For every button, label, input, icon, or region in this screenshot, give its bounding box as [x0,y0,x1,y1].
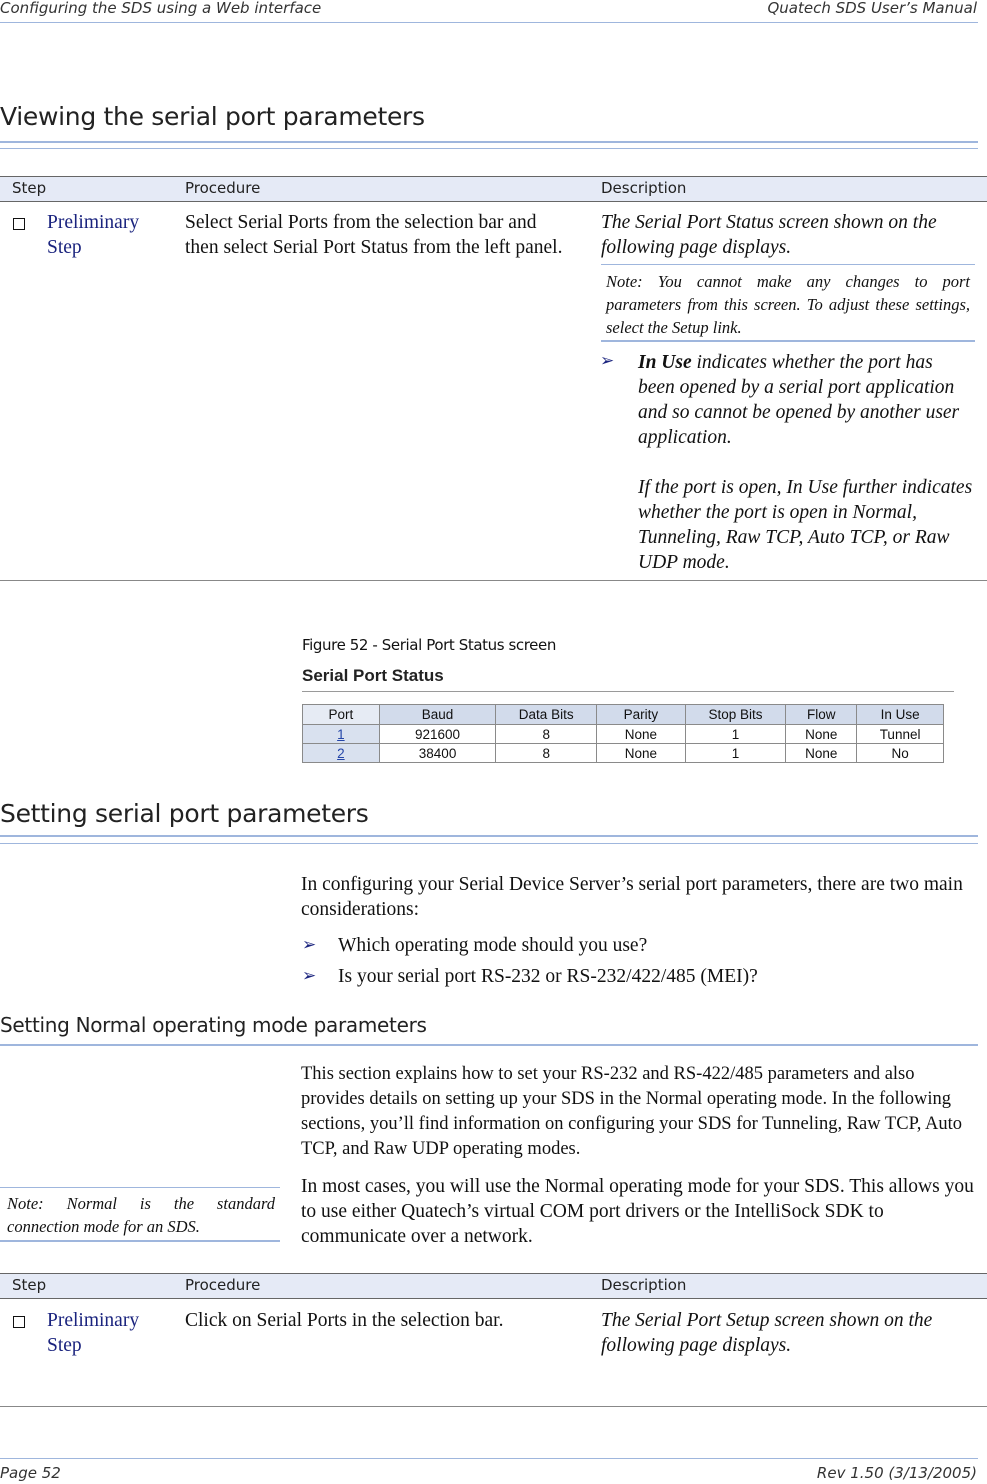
table-bottom-rule [0,1406,987,1407]
consideration-item: Is your serial port RS-232 or RS-232/422/485 (MEI)? [338,966,758,987]
checkbox-icon [13,218,25,230]
table-cell: Tunnel [857,725,944,744]
table-cell: None [786,744,857,763]
col-description: Description [601,1276,687,1294]
th-port: Port [303,705,380,725]
side-note-rule [0,1240,280,1242]
table-cell: 921600 [379,725,496,744]
port-cell [303,725,380,744]
section-rule [0,1044,978,1046]
step-label: Preliminary Step [47,1310,140,1356]
running-header-right: Quatech SDS User’s Manual [767,0,977,17]
th-in-use: In Use [857,705,944,725]
port-link[interactable]: 2 [337,745,345,761]
table-bottom-rule [0,580,987,581]
side-note: Note: Normal is the standard connection mode for an SDS. [7,1194,275,1236]
procedure-text: Select Serial Ports from the selection bar and then select Serial Port Status from the left panel. [185,212,563,258]
note-rule [601,340,975,342]
table-row [303,725,944,744]
procedure-text: Click on Serial Ports in the selection bar. [185,1310,504,1331]
bullet-text-2: If the port is open, In Use further indicates whether the port is open in Normal, Tunneling, Raw TCP, Auto TCP, or Raw UDP mode. [638,477,973,573]
description-text: The Serial Port Status screen shown on the following page displays. [601,212,937,258]
section-rule [0,148,978,149]
bullet-term: In Use [638,352,692,373]
section-rule [0,141,978,143]
table-cell: 8 [496,725,597,744]
col-procedure: Procedure [185,1276,261,1294]
arrow-bullet-icon: ➢ [302,966,317,986]
section-title-viewing: Viewing the serial port parameters [0,102,425,131]
section-rule [0,843,978,844]
col-procedure: Procedure [185,179,261,197]
table-cell: 1 [685,725,786,744]
bullet-body: indicates whether the port has been opened by a serial port application and so cannot be opened by another user application. [638,352,960,448]
th-baud: Baud [379,705,496,725]
description-text: The Serial Port Setup screen shown on the following page displays. [601,1310,933,1356]
footer-rule [0,1458,978,1459]
running-header-left: Configuring the SDS using a Web interface [0,0,322,17]
table-cell: None [786,725,857,744]
table-cell: 38400 [379,744,496,763]
col-step: Step [12,1276,47,1294]
table-row [303,744,944,763]
th-stop-bits: Stop Bits [685,705,786,725]
intro-text: In configuring your Serial Device Server’s serial port parameters, there are two main considerations: [301,874,963,920]
port-cell [303,744,380,763]
serial-port-status-table [302,704,944,763]
note-text: Note: You cannot make any changes to port parameters from this screen. To adjust these settings, select the Setup link. [606,272,970,337]
step-label: Preliminary Step [47,212,140,258]
side-note-rule [0,1187,280,1188]
figure-caption: Figure 52 - Serial Port Status screen [302,636,556,654]
screen-rule [302,691,954,692]
page-number: Page 52 [0,1464,61,1482]
table-cell: 1 [685,744,786,763]
section-rule [0,835,978,837]
arrow-bullet-icon: ➢ [600,351,615,371]
checkbox-icon [13,1316,25,1328]
revision-info: Rev 1.50 (3/13/2005) [816,1464,977,1482]
consideration-item: Which operating mode should you use? [338,935,648,956]
arrow-bullet-icon: ➢ [302,935,317,955]
screen-title: Serial Port Status [302,666,444,685]
normal-mode-paragraph-2: In most cases, you will use the Normal operating mode for your SDS. This allows you to use either Quatech’s virtual COM port drivers or the IntelliSock SDK to communicate over a network. [301,1176,974,1247]
table-header [0,176,987,202]
table-cell: None [597,744,686,763]
table-cell: None [597,725,686,744]
col-step: Step [12,179,47,197]
table-cell: 8 [496,744,597,763]
table-cell: No [857,744,944,763]
normal-mode-paragraph: This section explains how to set your RS-232 and RS-422/485 parameters and also provides details on setting up your SDS in the Normal operating mode. In the following sections, you’ll find information on configuring your SDS for Tunneling, Raw TCP, Auto TCP, and Raw UDP operating modes. [301,1064,963,1159]
bullet-text [638,350,973,450]
th-parity: Parity [597,705,686,725]
th-data-bits: Data Bits [496,705,597,725]
section-title-setting: Setting serial port parameters [0,799,369,828]
th-flow: Flow [786,705,857,725]
table-header [0,1273,987,1299]
section-title-normal-mode: Setting Normal operating mode parameters [0,1013,427,1037]
header-rule [0,22,978,23]
port-link[interactable]: 1 [337,726,345,742]
note-rule [601,264,975,265]
col-description: Description [601,179,687,197]
